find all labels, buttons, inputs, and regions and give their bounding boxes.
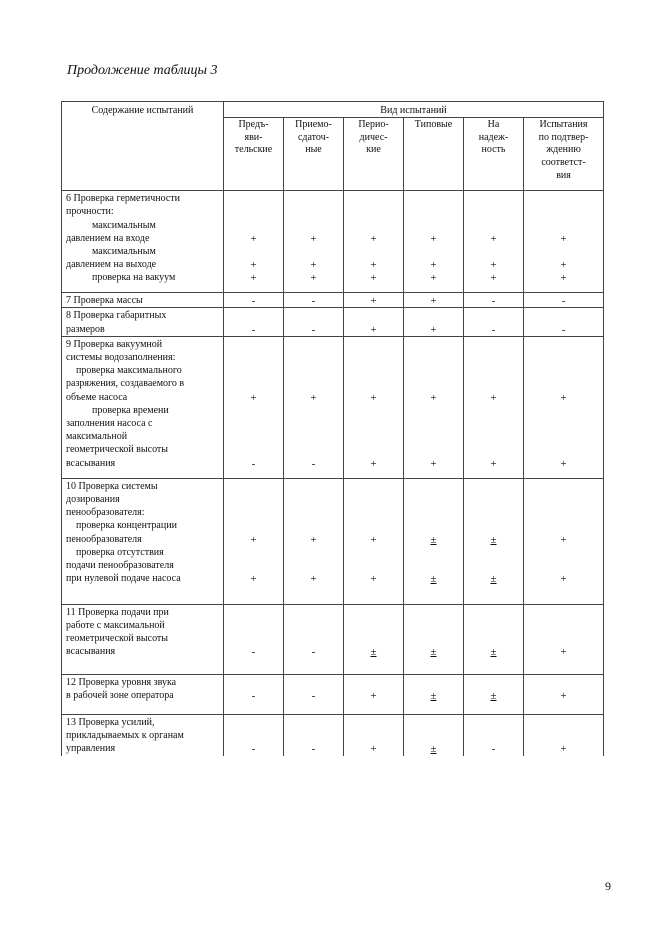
test-mark-cell — [404, 308, 464, 336]
header-test-type: Приемо- сдаточ- ные — [284, 118, 344, 191]
test-mark-cell — [224, 336, 284, 478]
test-mark: - — [491, 295, 496, 308]
test-content-cell — [62, 336, 224, 478]
test-mark-cell — [224, 191, 284, 293]
test-mark-cell — [524, 336, 604, 478]
test-mark: ± — [430, 646, 437, 659]
test-content-line: прочности: — [66, 206, 114, 218]
page-number: 9 — [605, 879, 611, 893]
test-mark-cell — [344, 308, 404, 336]
test-mark: + — [370, 259, 377, 272]
test-content-line: 9 Проверка вакуумной — [66, 338, 163, 350]
header-test-type: Испытания по подтвер- ждению соответст- вия — [524, 118, 604, 191]
test-content-line: проверка концентрации — [76, 520, 177, 532]
test-content-line: максимальным — [92, 246, 156, 258]
test-mark-cell — [524, 293, 604, 308]
test-mark: - — [311, 690, 316, 702]
test-mark: + — [370, 573, 377, 586]
table-row — [62, 714, 604, 756]
test-content-line: давлением на выходе — [66, 259, 157, 271]
test-mark: + — [560, 533, 567, 546]
test-mark-cell — [404, 478, 464, 604]
test-mark: + — [310, 573, 317, 586]
test-mark: + — [370, 457, 377, 470]
test-content-line: 13 Проверка усилий, — [66, 716, 155, 728]
test-mark: ± — [430, 533, 437, 546]
test-mark: + — [490, 457, 497, 470]
test-mark-cell — [404, 336, 464, 478]
test-mark: + — [250, 232, 257, 245]
test-content-line: 12 Проверка уровня звука — [66, 676, 177, 688]
test-mark: - — [311, 457, 316, 470]
test-content-line: максимальной — [66, 431, 128, 443]
test-mark: + — [310, 232, 317, 245]
test-content-cell — [62, 604, 224, 674]
test-mark: + — [560, 457, 567, 470]
test-mark-cell — [464, 191, 524, 293]
test-mark-cell — [404, 674, 464, 714]
test-mark-cell — [404, 293, 464, 308]
test-content-line: геометрической высоты — [66, 633, 169, 645]
test-mark-cell — [404, 191, 464, 293]
test-mark: + — [560, 646, 567, 659]
test-mark-cell — [284, 293, 344, 308]
test-content-line: объеме насоса — [66, 391, 128, 403]
test-mark: + — [370, 391, 377, 404]
test-mark-cell — [464, 604, 524, 674]
test-content-line: проверка на вакуум — [92, 272, 176, 284]
test-content-line: проверка времени — [92, 404, 169, 416]
test-content-line: проверка отсутствия — [76, 546, 164, 558]
header-test-type: Предъ- яви- тельские — [224, 118, 284, 191]
test-mark-cell — [224, 714, 284, 756]
test-mark-cell — [344, 191, 404, 293]
test-mark-cell — [524, 478, 604, 604]
test-mark: + — [430, 272, 437, 285]
test-mark-cell — [464, 714, 524, 756]
test-mark: + — [490, 232, 497, 245]
test-mark: + — [430, 232, 437, 245]
test-mark-cell — [284, 714, 344, 756]
test-mark-cell — [224, 308, 284, 336]
test-mark: + — [310, 533, 317, 546]
test-content-line: проверка максимального — [76, 365, 182, 377]
test-mark: + — [370, 323, 377, 336]
test-mark: - — [311, 323, 316, 336]
test-types-table — [61, 101, 604, 756]
test-content-line: при нулевой подаче насоса — [66, 573, 181, 585]
table-row — [62, 674, 604, 714]
test-mark: ± — [370, 646, 377, 659]
test-content-line: 11 Проверка подачи при — [66, 606, 169, 618]
test-mark: + — [250, 272, 257, 285]
test-mark: + — [490, 391, 497, 404]
test-mark: - — [251, 323, 256, 336]
test-content-line: 7 Проверка массы — [66, 295, 143, 307]
test-mark: + — [310, 272, 317, 285]
test-mark-cell — [344, 714, 404, 756]
test-content-line: максимальным — [92, 219, 156, 231]
test-mark: ± — [430, 743, 437, 756]
test-mark-cell — [464, 674, 524, 714]
test-mark: + — [430, 259, 437, 272]
header-test-type: На надеж- ность — [464, 118, 524, 191]
test-mark-cell — [404, 714, 464, 756]
test-mark-cell — [284, 308, 344, 336]
test-mark-cell — [464, 336, 524, 478]
test-mark: - — [311, 646, 316, 659]
test-mark: - — [311, 295, 316, 308]
test-mark: + — [560, 232, 567, 245]
test-mark-cell — [344, 478, 404, 604]
test-content-line: 6 Проверка герметичности — [66, 193, 181, 205]
test-mark: + — [560, 259, 567, 272]
test-mark-cell — [524, 714, 604, 756]
test-content-line: системы водозаполнения: — [66, 352, 176, 364]
test-mark-cell — [344, 336, 404, 478]
test-mark-cell — [404, 604, 464, 674]
test-content-line: подачи пенообразователя — [66, 560, 174, 572]
test-mark: ± — [490, 573, 497, 586]
test-mark: - — [251, 295, 256, 308]
table-row — [62, 191, 604, 293]
test-mark: + — [560, 573, 567, 586]
test-content-cell — [62, 191, 224, 293]
table-row — [62, 293, 604, 308]
test-content-line: работе с максимальной — [66, 620, 165, 632]
test-mark: + — [250, 533, 257, 546]
test-mark-cell — [344, 293, 404, 308]
test-mark: + — [560, 743, 567, 756]
test-mark: + — [370, 690, 377, 702]
table-caption: Продолжение таблицы 3 — [67, 63, 218, 78]
test-content-line: дозирования — [66, 494, 120, 506]
table-row — [62, 604, 604, 674]
header-test-type-group: Вид испытаний — [224, 102, 604, 118]
test-mark: + — [370, 295, 377, 308]
test-mark-cell — [224, 604, 284, 674]
test-content-line: пенообразователя: — [66, 507, 145, 519]
test-mark-cell — [224, 293, 284, 308]
table-row — [62, 478, 604, 604]
test-mark: + — [250, 391, 257, 404]
test-mark: + — [560, 272, 567, 285]
test-mark: - — [561, 323, 566, 336]
test-content-line: 8 Проверка габаритных — [66, 310, 167, 322]
test-mark: + — [430, 323, 437, 336]
test-mark: + — [310, 391, 317, 404]
test-content-line: прикладываемых к органам — [66, 730, 184, 742]
test-content-line: всасывания — [66, 457, 116, 469]
test-mark: - — [561, 295, 566, 308]
test-content-line: управления — [66, 743, 116, 755]
test-mark-cell — [524, 191, 604, 293]
test-mark-cell — [224, 674, 284, 714]
test-mark: - — [251, 743, 256, 756]
test-mark: ± — [490, 690, 497, 702]
test-mark: + — [490, 272, 497, 285]
test-content-line: геометрической высоты — [66, 444, 169, 456]
test-mark-cell — [284, 674, 344, 714]
test-content-line: разряжения, создаваемого в — [66, 378, 185, 390]
test-content-line: давлением на входе — [66, 232, 150, 244]
header-test-type: Перио- дичес- кие — [344, 118, 404, 191]
test-mark: - — [251, 457, 256, 470]
test-mark-cell — [464, 308, 524, 336]
test-content-cell — [62, 293, 224, 308]
test-content-line: 10 Проверка системы — [66, 480, 158, 492]
test-mark: + — [310, 259, 317, 272]
test-mark-cell — [524, 308, 604, 336]
test-content-line: в рабочей зоне оператора — [66, 690, 174, 702]
test-mark-cell — [524, 604, 604, 674]
test-mark: + — [250, 259, 257, 272]
test-content-cell — [62, 714, 224, 756]
test-mark: + — [490, 259, 497, 272]
test-mark: + — [430, 295, 437, 308]
test-mark: ± — [430, 573, 437, 586]
test-mark: - — [251, 646, 256, 659]
test-mark-cell — [284, 336, 344, 478]
test-mark: + — [370, 272, 377, 285]
test-mark-cell — [284, 604, 344, 674]
test-content-line: заполнения насоса с — [66, 418, 153, 430]
test-content-cell — [62, 478, 224, 604]
test-mark: - — [311, 743, 316, 756]
test-mark-cell — [224, 478, 284, 604]
test-mark: + — [370, 533, 377, 546]
header-test-type: Типовые — [404, 118, 464, 191]
test-content-line: размеров — [66, 323, 105, 335]
test-mark: ± — [430, 690, 437, 702]
test-mark-cell — [464, 293, 524, 308]
test-mark: + — [430, 457, 437, 470]
test-mark-cell — [464, 478, 524, 604]
test-mark: ± — [490, 533, 497, 546]
test-mark: + — [370, 743, 377, 756]
test-mark: + — [430, 391, 437, 404]
test-content-line: всасывания — [66, 646, 116, 658]
test-mark: + — [370, 232, 377, 245]
test-mark: + — [560, 690, 567, 702]
test-mark: + — [560, 391, 567, 404]
test-mark: - — [491, 323, 496, 336]
table-row — [62, 308, 604, 336]
test-mark-cell — [344, 604, 404, 674]
test-content-cell — [62, 308, 224, 336]
test-mark: + — [250, 573, 257, 586]
table-row — [62, 336, 604, 478]
test-content-line: пенообразователя — [66, 533, 142, 545]
test-mark: ± — [490, 646, 497, 659]
test-mark-cell — [524, 674, 604, 714]
test-mark-cell — [284, 478, 344, 604]
test-mark: - — [251, 690, 256, 702]
header-test-content: Содержание испытаний — [62, 102, 224, 191]
test-mark-cell — [344, 674, 404, 714]
test-content-cell — [62, 674, 224, 714]
test-mark: - — [491, 743, 496, 756]
test-mark-cell — [284, 191, 344, 293]
